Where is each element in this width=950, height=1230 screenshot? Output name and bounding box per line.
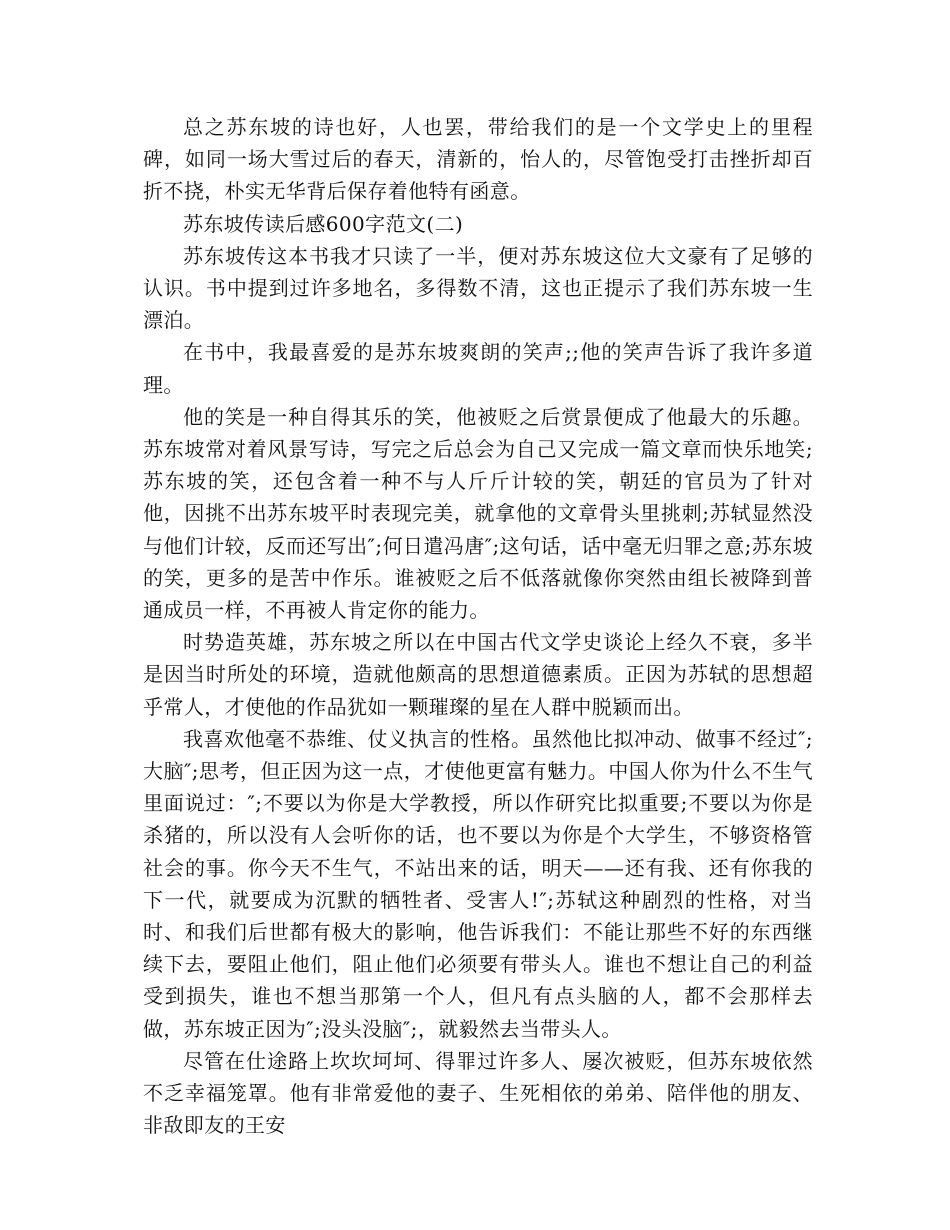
section-heading: 苏东坡传读后感600字范文(二) (183, 211, 464, 236)
paragraph-laughter: 在书中，我最喜爱的是苏东坡爽朗的笑声;;他的笑声告诉了我许多道理。 (143, 340, 813, 397)
paragraph-career-hardship: 尽管在仕途路上坎坎坷坷、得罪过许多人、屡次被贬，但苏东坡依然不乏幸福笼罩。他有非常爱他的妻子、生死相依的弟弟、陪伴他的朋友、非敌即友的王安 (143, 1048, 813, 1138)
paragraph-book-impression: 苏东坡传这本书我才只读了一半，便对苏东坡这位大文豪有了足够的认识。书中提到过许多地名，多得数不清，这也正提示了我们苏东坡一生漂泊。 (143, 243, 813, 333)
paragraph-intro-summary: 总之苏东坡的诗也好，人也罢，带给我们的是一个文学史上的里程碑，如同一场大雪过后的春天，清新的，怡人的，尽管饱受打击挫折却百折不挠，朴实无华背后保存着他特有函意。 (143, 115, 813, 204)
paragraph-times-make-heroes: 时势造英雄，苏东坡之所以在中国古代文学史谈论上经久不衰，多半是因当时所处的环境，造就他颇高的思想道德素质。正因为苏轼的思想超乎常人，才使他的作品犹如一颗璀璨的星在人群中脱颖而出。 (143, 630, 813, 719)
document-body (143, 111, 813, 1142)
paragraph-character: 我喜欢他毫不恭维、仗义执言的性格。虽然他比拟冲动、做事不经过″;大脑″;思考，但正因为这一点，才使他更富有魅力。中国人你为什么不生气里面说过：″;不要以为你是大学教授，所以作研究比拟重要;不要以为你是杀猪的，所以没有人会听你的话，也不要以为你是个大学生，不够资格管社会的事。你今天不生气，不站出来的话，明天——还有我、还有你我的下一代，就要成为沉默的牺牲者、受害人!″;苏轼这种剧烈的性格，对当时、和我们后世都有极大的影响，他告诉我们：不能让那些不好的东西继续下去，要阻止他们，阻止他们必须要有带头人。谁也不想让自己的利益受到损失，谁也不想当那第一个人，但凡有点头脑的人，都不会那样去做，苏东坡正因为″;没头没脑″;，就毅然去当带头人。 (143, 726, 813, 1041)
paragraph-self-content-laugh: 他的笑是一种自得其乐的笑，他被贬之后赏景便成了他最大的乐趣。苏东坡常对着风景写诗，写完之后总会为自己又完成一篇文章而快乐地笑;苏东坡的笑，还包含着一种不与人斤斤计较的笑，朝廷的官员为了针对他，因挑不出苏东坡平时表现完美，就拿他的文章骨头里挑刺;苏轼显然没与他们计较，反而还写出″;何日遣冯唐″;这句话，话中毫无归罪之意;苏东坡的笑，更多的是苦中作乐。谁被贬之后不低落就像你突然由组长被降到普通成员一样，不再被人肯定你的能力。 (143, 404, 813, 623)
